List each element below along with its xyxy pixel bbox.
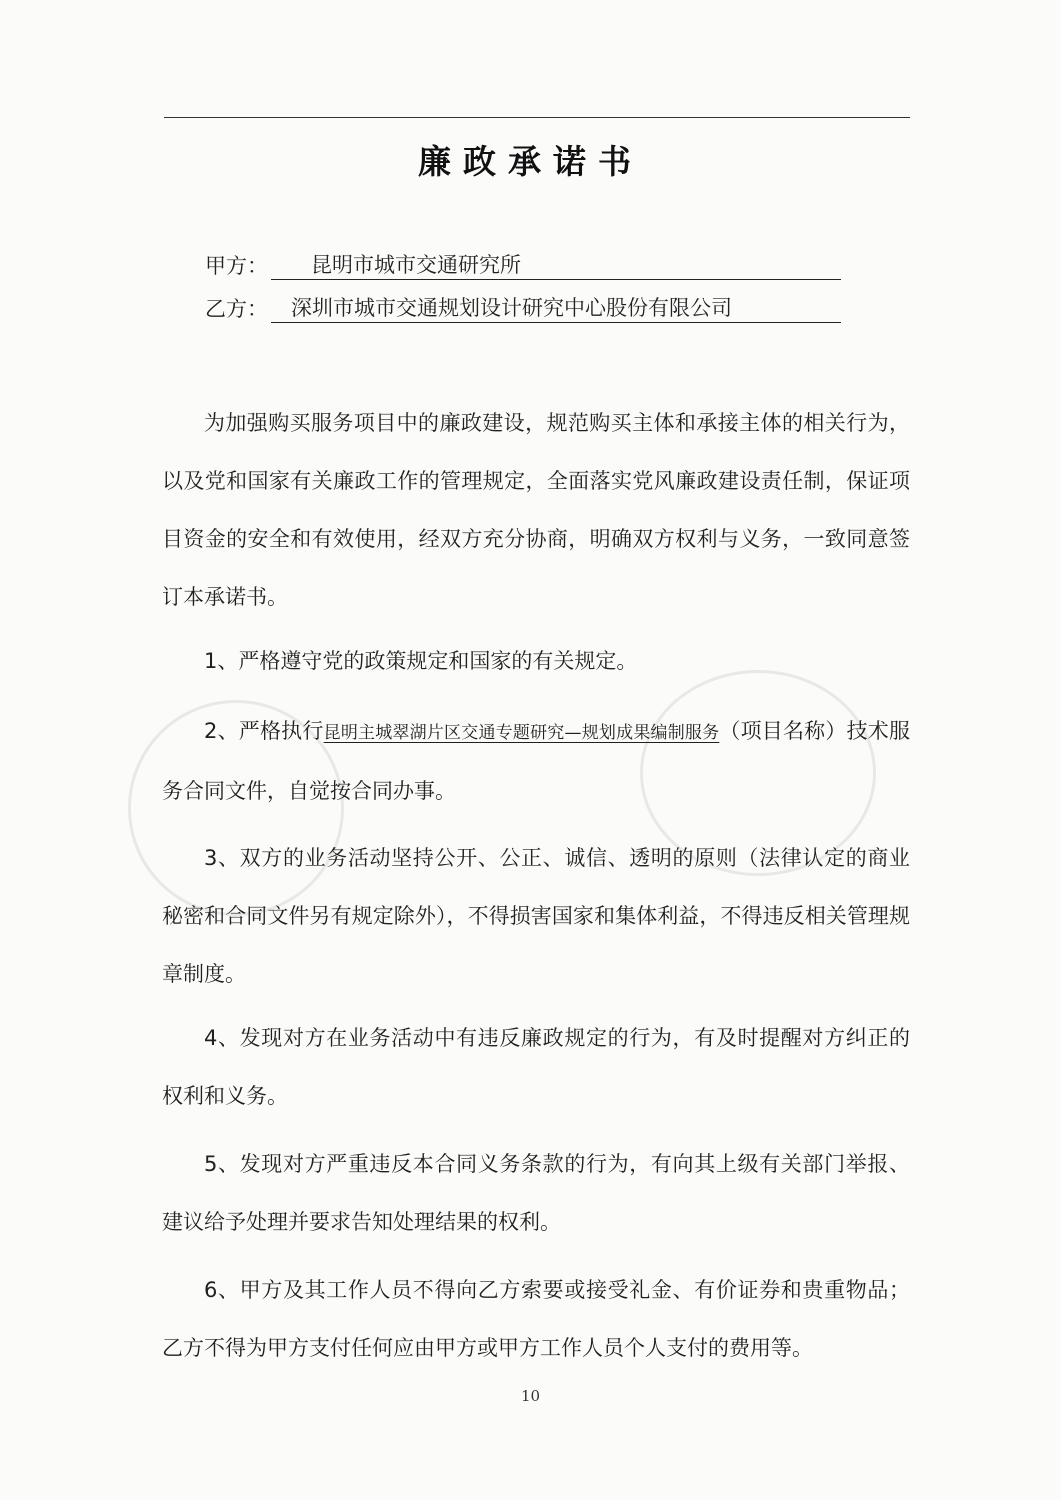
party-a-value: 昆明市城市交通研究所 [271, 251, 841, 280]
party-a-row [205, 250, 841, 280]
clause-2-project-name: 昆明主城翠湖片区交通专题研究—规划成果编制服务 [323, 723, 720, 743]
intro-paragraph: 为加强购买服务项目中的廉政建设，规范购买主体和承接主体的相关行为，以及党和国家有关廉政工作的管理规定，全面落实党风廉政建设责任制，保证项目资金的安全和有效使用，经双方充分协商，明确双方权利与义务，一致同意签订本承诺书。 [162, 411, 910, 609]
party-b-label: 乙方： [205, 297, 268, 321]
clause-3: 3、双方的业务活动坚持公开、公正、诚信、透明的原则（法律认定的商业秘密和合同文件另有规定除外），不得损害国家和集体利益，不得违反相关管理规章制度。 [162, 846, 910, 986]
document-title: 廉政承诺书 [418, 142, 643, 181]
party-b-row [205, 293, 841, 323]
clause-5: 5、发现对方严重违反本合同义务条款的行为，有向其上级有关部门举报、建议给予处理并要求告知处理结果的权利。 [162, 1152, 910, 1234]
page-number: 10 [520, 1387, 541, 1405]
clause-4: 4、发现对方在业务活动中有违反廉政规定的行为，有及时提醒对方纠正的权利和义务。 [162, 1026, 910, 1108]
clause-2-suffix: （项目名称）技术服务合同文件，自觉按合同办事。 [162, 719, 911, 803]
clause-2 [162, 702, 910, 820]
party-b-value: 深圳市城市交通规划设计研究中心股份有限公司 [271, 294, 841, 323]
header-rule [164, 117, 910, 118]
clause-6: 6、甲方及其工作人员不得向乙方索要或接受礼金、有价证券和贵重物品；乙方不得为甲方支付任何应由甲方或甲方工作人员个人支付的费用等。 [162, 1278, 910, 1360]
clause-1: 1、严格遵守党的政策规定和国家的有关规定。 [204, 649, 638, 673]
party-a-label: 甲方： [205, 254, 268, 278]
clause-2-prefix: 2、严格执行 [204, 719, 324, 743]
